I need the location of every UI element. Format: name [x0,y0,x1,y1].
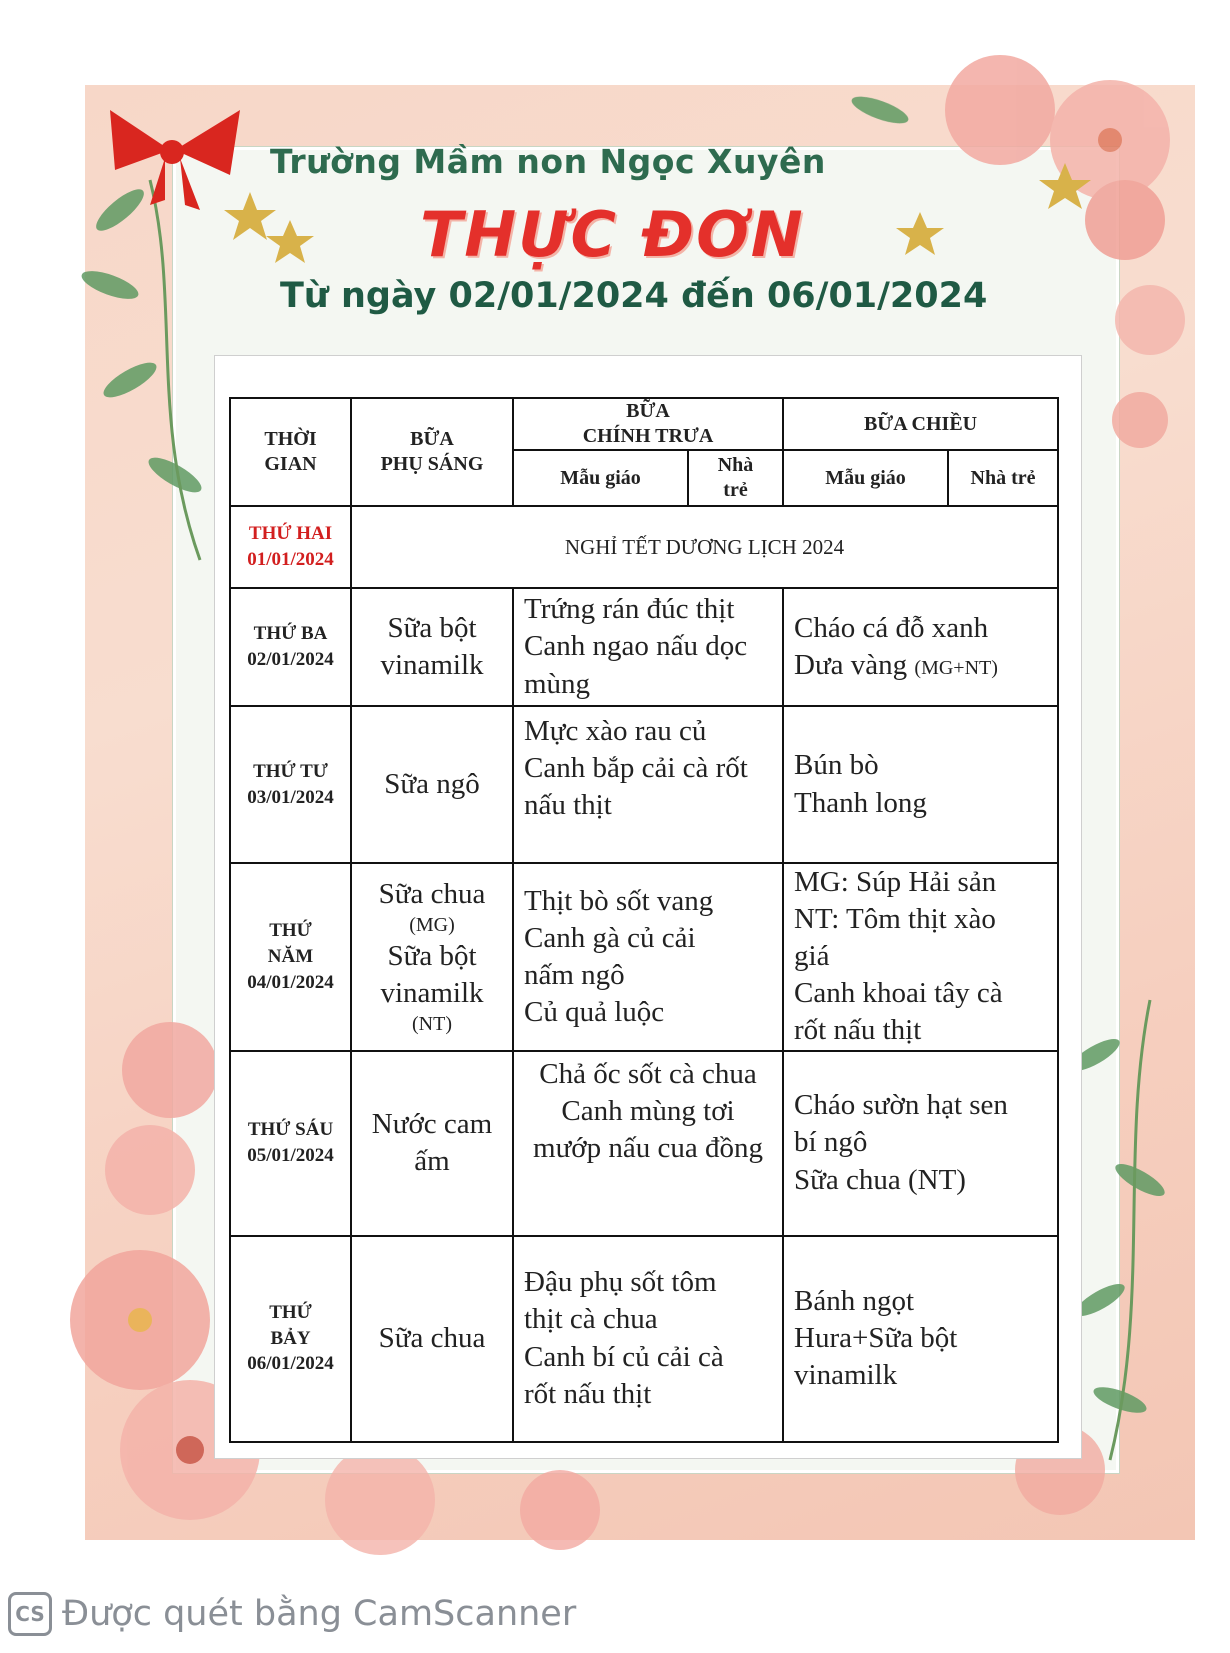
header-lunch-kindergarten: Mẫu giáo [513,450,688,506]
afternoon-cell: Cháo cá đỗ xanh Dưa vàng (MG+NT) [783,588,1058,706]
breakfast-cell: Sữa chua (MG) Sữa bột vinamilk (NT) [351,863,513,1051]
table-row [230,588,1058,706]
holiday-note: NGHỈ TẾT DƯƠNG LỊCH 2024 [351,506,1058,588]
breakfast-cell: Sữa chua [351,1236,513,1442]
header-afternoon-kindergarten: Mẫu giáo [783,450,948,506]
school-name: Trường Mầm non Ngọc Xuyên [270,142,826,181]
camscanner-watermark [8,1590,576,1638]
table-row [230,706,1058,863]
header-lunch: BỮA CHÍNH TRƯA [513,398,783,450]
menu-table [229,397,1059,1443]
header-afternoon: BỮA CHIỀU [783,398,1058,450]
afternoon-cell: Bánh ngọt Hura+Sữa bột vinamilk [783,1236,1058,1442]
afternoon-cell: Bún bò Thanh long [783,706,1058,863]
header-time: THỜI GIAN [230,398,351,506]
camscanner-text: Được quét bằng CamScanner [62,1594,577,1634]
breakfast-cell: Sữa ngô [351,706,513,863]
day-cell: THỨ BA 02/01/2024 [230,588,351,706]
lunch-cell: Trứng rán đúc thịt Canh ngao nấu dọc mùng [513,588,783,706]
header-lunch-nursery: Nhà trẻ [688,450,783,506]
breakfast-cell: Nước cam ấm [351,1051,513,1236]
header-afternoon-nursery: Nhà trẻ [948,450,1058,506]
lunch-cell: Mực xào rau củ Canh bắp cải cà rốt nấu thịt [513,706,783,863]
day-cell: THỨ BẢY 06/01/2024 [230,1236,351,1442]
lunch-cell: Chả ốc sốt cà chua Canh mùng tơi mướp nấu cua đồng [513,1051,783,1236]
table-row [230,1051,1058,1236]
menu-title: THỰC ĐƠN [420,198,805,271]
table-row [230,1236,1058,1442]
day-cell: THỨ SÁU 05/01/2024 [230,1051,351,1236]
day-cell: THỨ TƯ 03/01/2024 [230,706,351,863]
afternoon-cell: MG: Súp Hải sản NT: Tôm thịt xào giá Canh khoai tây cà rốt nấu thịt [783,863,1058,1051]
table-row [230,863,1058,1051]
day-cell: THỨ HAI 01/01/2024 [230,506,351,588]
lunch-cell: Thịt bò sốt vang Canh gà củ cải nấm ngô Củ quả luộc [513,863,783,1051]
header-breakfast: BỮA PHỤ SÁNG [351,398,513,506]
breakfast-cell: Sữa bột vinamilk [351,588,513,706]
lunch-cell: Đậu phụ sốt tôm thịt cà chua Canh bí củ cải cà rốt nấu thịt [513,1236,783,1442]
camscanner-logo-icon: CS [8,1592,52,1636]
date-range: Từ ngày 02/01/2024 đến 06/01/2024 [280,276,988,316]
day-cell: THỨ NĂM 04/01/2024 [230,863,351,1051]
table-row [230,506,1058,588]
afternoon-cell: Cháo sườn hạt sen bí ngô Sữa chua (NT) [783,1051,1058,1236]
